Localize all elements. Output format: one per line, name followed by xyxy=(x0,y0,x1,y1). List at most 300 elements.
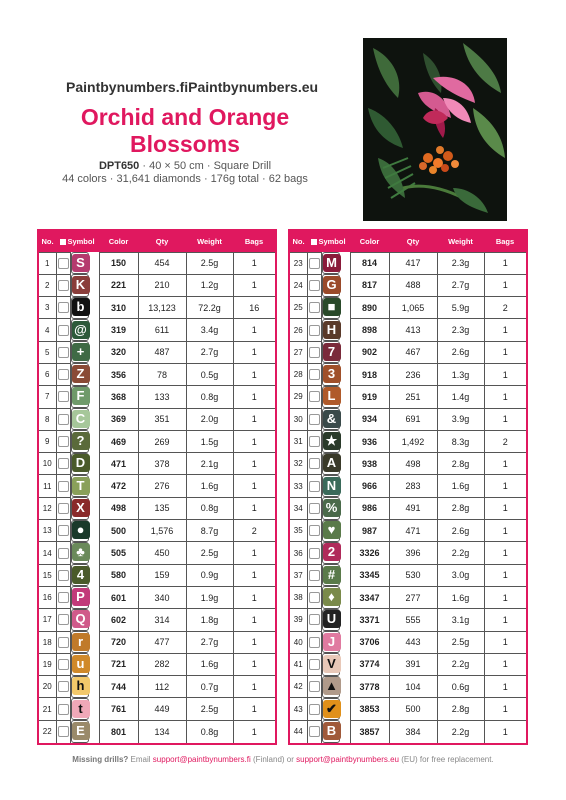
row-checkbox[interactable] xyxy=(307,297,321,319)
row-weight: 2.7g xyxy=(437,274,484,296)
row-checkbox[interactable] xyxy=(56,363,70,385)
checkbox-icon[interactable] xyxy=(309,726,320,737)
row-qty: 530 xyxy=(389,564,437,586)
row-weight: 8.7g xyxy=(186,520,233,542)
page-title: Orchid and Orange Blossoms xyxy=(80,104,290,157)
row-number: 18 xyxy=(38,631,56,653)
row-symbol xyxy=(71,609,89,631)
symbol-badge: X xyxy=(72,499,90,517)
row-symbol xyxy=(322,564,340,586)
symbol-badge: F xyxy=(72,387,90,405)
row-number: 38 xyxy=(289,586,307,608)
row-checkbox[interactable] xyxy=(307,453,321,475)
row-checkbox[interactable] xyxy=(307,720,321,743)
row-symbol xyxy=(322,542,340,564)
row-checkbox[interactable] xyxy=(56,609,70,631)
row-weight: 2.6g xyxy=(437,341,484,363)
row-checkbox[interactable] xyxy=(56,586,70,608)
table-row xyxy=(38,698,276,720)
checkbox-icon[interactable] xyxy=(309,458,320,469)
row-bags: 1 xyxy=(484,542,527,564)
row-checkbox[interactable] xyxy=(307,408,321,430)
checkbox-icon[interactable] xyxy=(58,592,69,603)
row-number: 12 xyxy=(38,497,56,519)
row-symbol xyxy=(71,475,89,497)
checkbox-icon[interactable] xyxy=(309,369,320,380)
table-row xyxy=(38,341,276,363)
row-number: 37 xyxy=(289,564,307,586)
table-row xyxy=(38,609,276,631)
row-number: 15 xyxy=(38,564,56,586)
row-checkbox[interactable] xyxy=(307,564,321,586)
table-row xyxy=(38,319,276,341)
row-bags: 1 xyxy=(484,453,527,475)
row-weight: 5.9g xyxy=(437,297,484,319)
table-row xyxy=(38,408,276,430)
table-row xyxy=(289,274,527,296)
row-symbol xyxy=(71,676,89,698)
row-weight: 8.3g xyxy=(437,430,484,452)
row-checkbox[interactable] xyxy=(56,341,70,363)
row-symbol xyxy=(322,586,340,608)
row-checkbox[interactable] xyxy=(56,319,70,341)
checkbox-icon[interactable] xyxy=(58,659,69,670)
symbol-badge: S xyxy=(72,254,90,272)
footer-note xyxy=(0,755,566,764)
row-checkbox[interactable] xyxy=(307,609,321,631)
header-color: Color xyxy=(350,230,389,252)
symbol-badge: + xyxy=(72,343,90,361)
row-checkbox[interactable] xyxy=(56,653,70,675)
table-row xyxy=(289,609,527,631)
row-number: 3 xyxy=(38,297,56,319)
checkbox-icon[interactable] xyxy=(58,681,69,692)
row-bags: 1 xyxy=(233,475,276,497)
table-row xyxy=(289,252,527,274)
row-symbol xyxy=(322,341,340,363)
table-row xyxy=(38,542,276,564)
symbol-badge: B xyxy=(323,722,341,740)
row-symbol xyxy=(322,297,340,319)
row-symbol xyxy=(322,408,340,430)
row-symbol xyxy=(71,252,89,274)
row-color-code: 966 xyxy=(350,475,389,497)
row-qty: 500 xyxy=(389,698,437,720)
row-bags: 1 xyxy=(233,609,276,631)
row-color-code: 320 xyxy=(99,341,138,363)
row-checkbox[interactable] xyxy=(307,586,321,608)
row-qty: 340 xyxy=(138,586,186,608)
checkbox-icon[interactable] xyxy=(58,481,69,492)
symbol-badge: K xyxy=(72,276,90,294)
row-checkbox[interactable] xyxy=(56,408,70,430)
symbol-badge: b xyxy=(72,298,90,316)
checkbox-icon[interactable] xyxy=(309,325,320,336)
row-color-code: 902 xyxy=(350,341,389,363)
row-bags: 1 xyxy=(233,386,276,408)
row-checkbox[interactable] xyxy=(56,252,70,274)
row-bags: 1 xyxy=(484,252,527,274)
row-symbol xyxy=(71,497,89,519)
row-symbol xyxy=(322,252,340,274)
checkbox-icon[interactable] xyxy=(58,302,69,313)
row-number: 9 xyxy=(38,430,56,452)
row-symbol xyxy=(71,363,89,385)
row-symbol xyxy=(322,698,340,720)
row-color-code: 3857 xyxy=(350,720,389,743)
checkbox-icon[interactable] xyxy=(309,704,320,715)
row-checkbox[interactable] xyxy=(307,497,321,519)
row-number: 22 xyxy=(38,720,56,743)
row-checkbox[interactable] xyxy=(56,520,70,542)
row-color-code: 471 xyxy=(99,453,138,475)
checkbox-icon[interactable] xyxy=(309,548,320,559)
row-checkbox[interactable] xyxy=(307,319,321,341)
table-row xyxy=(289,698,527,720)
checkbox-icon[interactable] xyxy=(309,414,320,425)
row-qty: 498 xyxy=(389,453,437,475)
symbol-badge: & xyxy=(323,410,341,428)
symbol-badge: V xyxy=(323,655,341,673)
table-row xyxy=(289,475,527,497)
header-qty: Qty xyxy=(138,230,186,252)
checkbox-icon[interactable] xyxy=(309,347,320,358)
row-number: 44 xyxy=(289,720,307,743)
symbol-badge: T xyxy=(72,477,90,495)
checkbox-icon[interactable] xyxy=(309,302,320,313)
row-checkbox[interactable] xyxy=(307,341,321,363)
symbol-badge: ♥ xyxy=(323,521,341,539)
row-bags: 1 xyxy=(233,319,276,341)
row-qty: 417 xyxy=(389,252,437,274)
row-color-code: 761 xyxy=(99,698,138,720)
row-number: 23 xyxy=(289,252,307,274)
checkbox-icon[interactable] xyxy=(309,525,320,536)
row-checkbox[interactable] xyxy=(56,274,70,296)
row-checkbox[interactable] xyxy=(56,475,70,497)
row-checkbox[interactable] xyxy=(307,274,321,296)
checkbox-icon[interactable] xyxy=(58,458,69,469)
row-bags: 1 xyxy=(233,341,276,363)
row-bags: 1 xyxy=(233,631,276,653)
row-qty: 611 xyxy=(138,319,186,341)
symbol-badge: 3 xyxy=(323,365,341,383)
checkbox-icon[interactable] xyxy=(58,414,69,425)
symbol-badge: 4 xyxy=(72,566,90,584)
row-symbol xyxy=(71,631,89,653)
row-weight: 2.5g xyxy=(437,631,484,653)
row-number: 4 xyxy=(38,319,56,341)
row-qty: 449 xyxy=(138,698,186,720)
row-bags: 1 xyxy=(233,274,276,296)
row-checkbox[interactable] xyxy=(56,386,70,408)
row-bags: 1 xyxy=(484,497,527,519)
product-code: DPT650 xyxy=(98,160,140,172)
row-symbol xyxy=(322,430,340,452)
checkbox-icon[interactable] xyxy=(309,391,320,402)
row-weight: 2.0g xyxy=(186,408,233,430)
row-bags: 1 xyxy=(484,363,527,385)
row-bags: 1 xyxy=(233,676,276,698)
row-checkbox[interactable] xyxy=(307,653,321,675)
row-color-code: 936 xyxy=(350,430,389,452)
row-weight: 1.8g xyxy=(186,609,233,631)
row-qty: 251 xyxy=(389,386,437,408)
symbol-badge: % xyxy=(323,499,341,517)
checkbox-icon[interactable] xyxy=(58,548,69,559)
row-checkbox[interactable] xyxy=(56,631,70,653)
table-row xyxy=(38,497,276,519)
row-qty: 378 xyxy=(138,453,186,475)
meta-line-2: 44 colors · 31,641 diamonds · 176g total · 62 bags xyxy=(62,173,308,185)
row-symbol xyxy=(71,297,89,319)
checkbox-icon[interactable] xyxy=(58,726,69,737)
row-checkbox[interactable] xyxy=(56,430,70,452)
table-row xyxy=(38,520,276,542)
row-weight: 2.1g xyxy=(186,453,233,475)
row-weight: 0.8g xyxy=(186,386,233,408)
row-qty: 314 xyxy=(138,609,186,631)
row-checkbox[interactable] xyxy=(307,631,321,653)
row-number: 34 xyxy=(289,497,307,519)
header-symbol: Symbol xyxy=(56,230,99,252)
checkbox-icon[interactable] xyxy=(309,659,320,670)
row-number: 24 xyxy=(289,274,307,296)
row-qty: 477 xyxy=(138,631,186,653)
product-size: · 40 × 50 cm · Square Drill xyxy=(142,160,272,172)
header-weight: Weight xyxy=(186,230,233,252)
symbol-badge: C xyxy=(72,410,90,428)
checkbox-icon[interactable] xyxy=(58,525,69,536)
row-color-code: 500 xyxy=(99,520,138,542)
symbol-badge: 2 xyxy=(323,543,341,561)
row-weight: 0.9g xyxy=(186,564,233,586)
row-qty: 104 xyxy=(389,676,437,698)
checkbox-icon xyxy=(60,239,66,245)
row-qty: 78 xyxy=(138,363,186,385)
row-symbol xyxy=(322,453,340,475)
checkbox-icon[interactable] xyxy=(309,436,320,447)
row-number: 30 xyxy=(289,408,307,430)
row-weight: 2.7g xyxy=(186,631,233,653)
symbol-badge: G xyxy=(323,276,341,294)
row-checkbox[interactable] xyxy=(56,453,70,475)
row-weight: 3.1g xyxy=(437,609,484,631)
row-bags: 1 xyxy=(233,586,276,608)
row-bags: 1 xyxy=(233,408,276,430)
checkbox-icon[interactable] xyxy=(58,436,69,447)
email-link-eu[interactable]: support@paintbynumbers.eu xyxy=(296,755,399,764)
row-checkbox[interactable] xyxy=(307,363,321,385)
row-checkbox[interactable] xyxy=(307,542,321,564)
row-bags: 1 xyxy=(233,720,276,743)
row-weight: 0.8g xyxy=(186,497,233,519)
checkbox-icon[interactable] xyxy=(309,592,320,603)
checkbox-icon[interactable] xyxy=(309,258,320,269)
checkbox-icon[interactable] xyxy=(58,503,69,514)
row-qty: 134 xyxy=(138,720,186,743)
row-symbol xyxy=(322,653,340,675)
row-color-code: 934 xyxy=(350,408,389,430)
row-checkbox[interactable] xyxy=(307,520,321,542)
row-qty: 1,492 xyxy=(389,430,437,452)
row-checkbox[interactable] xyxy=(307,475,321,497)
checkbox-icon[interactable] xyxy=(309,614,320,625)
symbol-badge: Z xyxy=(72,365,90,383)
row-number: 17 xyxy=(38,609,56,631)
row-symbol xyxy=(322,319,340,341)
checkbox-icon[interactable] xyxy=(58,369,69,380)
row-qty: 269 xyxy=(138,430,186,452)
row-number: 26 xyxy=(289,319,307,341)
checkbox-icon[interactable] xyxy=(58,258,69,269)
row-checkbox[interactable] xyxy=(307,430,321,452)
row-weight: 2.3g xyxy=(437,319,484,341)
email-link-fi[interactable]: support@paintbynumbers.fi xyxy=(152,755,251,764)
checkbox-icon[interactable] xyxy=(58,347,69,358)
row-number: 33 xyxy=(289,475,307,497)
row-checkbox[interactable] xyxy=(56,698,70,720)
row-bags: 1 xyxy=(484,319,527,341)
row-color-code: 369 xyxy=(99,408,138,430)
row-checkbox[interactable] xyxy=(56,542,70,564)
checkbox-icon[interactable] xyxy=(309,681,320,692)
row-qty: 210 xyxy=(138,274,186,296)
row-checkbox[interactable] xyxy=(307,698,321,720)
row-checkbox[interactable] xyxy=(56,497,70,519)
row-weight: 2.8g xyxy=(437,698,484,720)
row-symbol xyxy=(71,520,89,542)
row-qty: 384 xyxy=(389,720,437,743)
checkbox-icon[interactable] xyxy=(309,637,320,648)
row-symbol xyxy=(322,676,340,698)
table-header-row xyxy=(289,230,527,252)
row-number: 29 xyxy=(289,386,307,408)
row-number: 35 xyxy=(289,520,307,542)
row-qty: 277 xyxy=(389,586,437,608)
row-qty: 413 xyxy=(389,319,437,341)
table-row xyxy=(38,586,276,608)
brand-eu: Paintbynumbers.eu xyxy=(188,79,319,95)
row-checkbox[interactable] xyxy=(307,676,321,698)
row-color-code: 938 xyxy=(350,453,389,475)
row-weight: 2.8g xyxy=(437,453,484,475)
header-no: No. xyxy=(38,230,56,252)
row-bags: 1 xyxy=(484,586,527,608)
checkbox-icon[interactable] xyxy=(58,280,69,291)
row-color-code: 918 xyxy=(350,363,389,385)
table-row xyxy=(38,252,276,274)
row-checkbox[interactable] xyxy=(56,720,70,743)
row-number: 16 xyxy=(38,586,56,608)
row-color-code: 602 xyxy=(99,609,138,631)
row-checkbox[interactable] xyxy=(56,297,70,319)
footer-lead: Missing drills? xyxy=(72,755,129,764)
checkbox-icon[interactable] xyxy=(309,503,320,514)
row-color-code: 472 xyxy=(99,475,138,497)
checkbox-icon[interactable] xyxy=(58,570,69,581)
table-row xyxy=(289,363,527,385)
artwork-preview xyxy=(363,38,507,221)
row-symbol xyxy=(71,274,89,296)
symbol-badge: # xyxy=(323,566,341,584)
row-bags: 1 xyxy=(484,698,527,720)
table-row xyxy=(38,475,276,497)
row-qty: 391 xyxy=(389,653,437,675)
row-weight: 2.3g xyxy=(437,252,484,274)
checkbox-icon[interactable] xyxy=(58,704,69,715)
row-weight: 3.0g xyxy=(437,564,484,586)
checkbox-icon[interactable] xyxy=(58,637,69,648)
checkbox-icon[interactable] xyxy=(309,570,320,581)
table-row xyxy=(289,631,527,653)
table-row xyxy=(289,497,527,519)
symbol-badge: H xyxy=(323,321,341,339)
row-color-code: 3774 xyxy=(350,653,389,675)
row-checkbox[interactable] xyxy=(56,564,70,586)
symbol-badge: ● xyxy=(72,521,90,539)
row-symbol xyxy=(71,319,89,341)
row-symbol xyxy=(71,586,89,608)
symbol-badge: h xyxy=(72,677,90,695)
row-symbol xyxy=(322,363,340,385)
symbol-badge: ♦ xyxy=(323,588,341,606)
checkbox-icon[interactable] xyxy=(58,391,69,402)
row-color-code: 890 xyxy=(350,297,389,319)
row-checkbox[interactable] xyxy=(307,386,321,408)
row-bags: 1 xyxy=(484,609,527,631)
row-qty: 488 xyxy=(389,274,437,296)
checkbox-icon[interactable] xyxy=(309,481,320,492)
checkbox-icon[interactable] xyxy=(309,280,320,291)
row-bags: 1 xyxy=(484,520,527,542)
row-checkbox[interactable] xyxy=(56,676,70,698)
row-checkbox[interactable] xyxy=(307,252,321,274)
symbol-badge: ▲ xyxy=(323,677,341,695)
row-number: 14 xyxy=(38,542,56,564)
symbol-badge: ✔ xyxy=(323,700,341,718)
symbol-badge: ? xyxy=(72,432,90,450)
row-bags: 1 xyxy=(233,252,276,274)
row-weight: 1.2g xyxy=(186,274,233,296)
row-bags: 2 xyxy=(233,520,276,542)
row-symbol xyxy=(322,475,340,497)
table-row xyxy=(38,274,276,296)
row-color-code: 3706 xyxy=(350,631,389,653)
footer-text-2: (Finland) or xyxy=(252,755,294,764)
row-bags: 1 xyxy=(484,564,527,586)
checkbox-icon[interactable] xyxy=(58,325,69,336)
table-row xyxy=(289,586,527,608)
table-row xyxy=(289,319,527,341)
row-symbol xyxy=(322,274,340,296)
row-bags: 1 xyxy=(484,341,527,363)
symbol-badge: M xyxy=(323,254,341,272)
row-number: 5 xyxy=(38,341,56,363)
header-symbol: Symbol xyxy=(307,230,350,252)
symbol-badge: Q xyxy=(72,610,90,628)
row-weight: 0.6g xyxy=(437,676,484,698)
table-row xyxy=(38,653,276,675)
checkbox-icon[interactable] xyxy=(58,614,69,625)
row-color-code: 817 xyxy=(350,274,389,296)
brand-header xyxy=(66,74,319,100)
row-bags: 1 xyxy=(233,497,276,519)
table-row xyxy=(38,297,276,319)
meta-line-1 xyxy=(40,160,330,173)
table-row xyxy=(289,676,527,698)
table-row xyxy=(289,341,527,363)
